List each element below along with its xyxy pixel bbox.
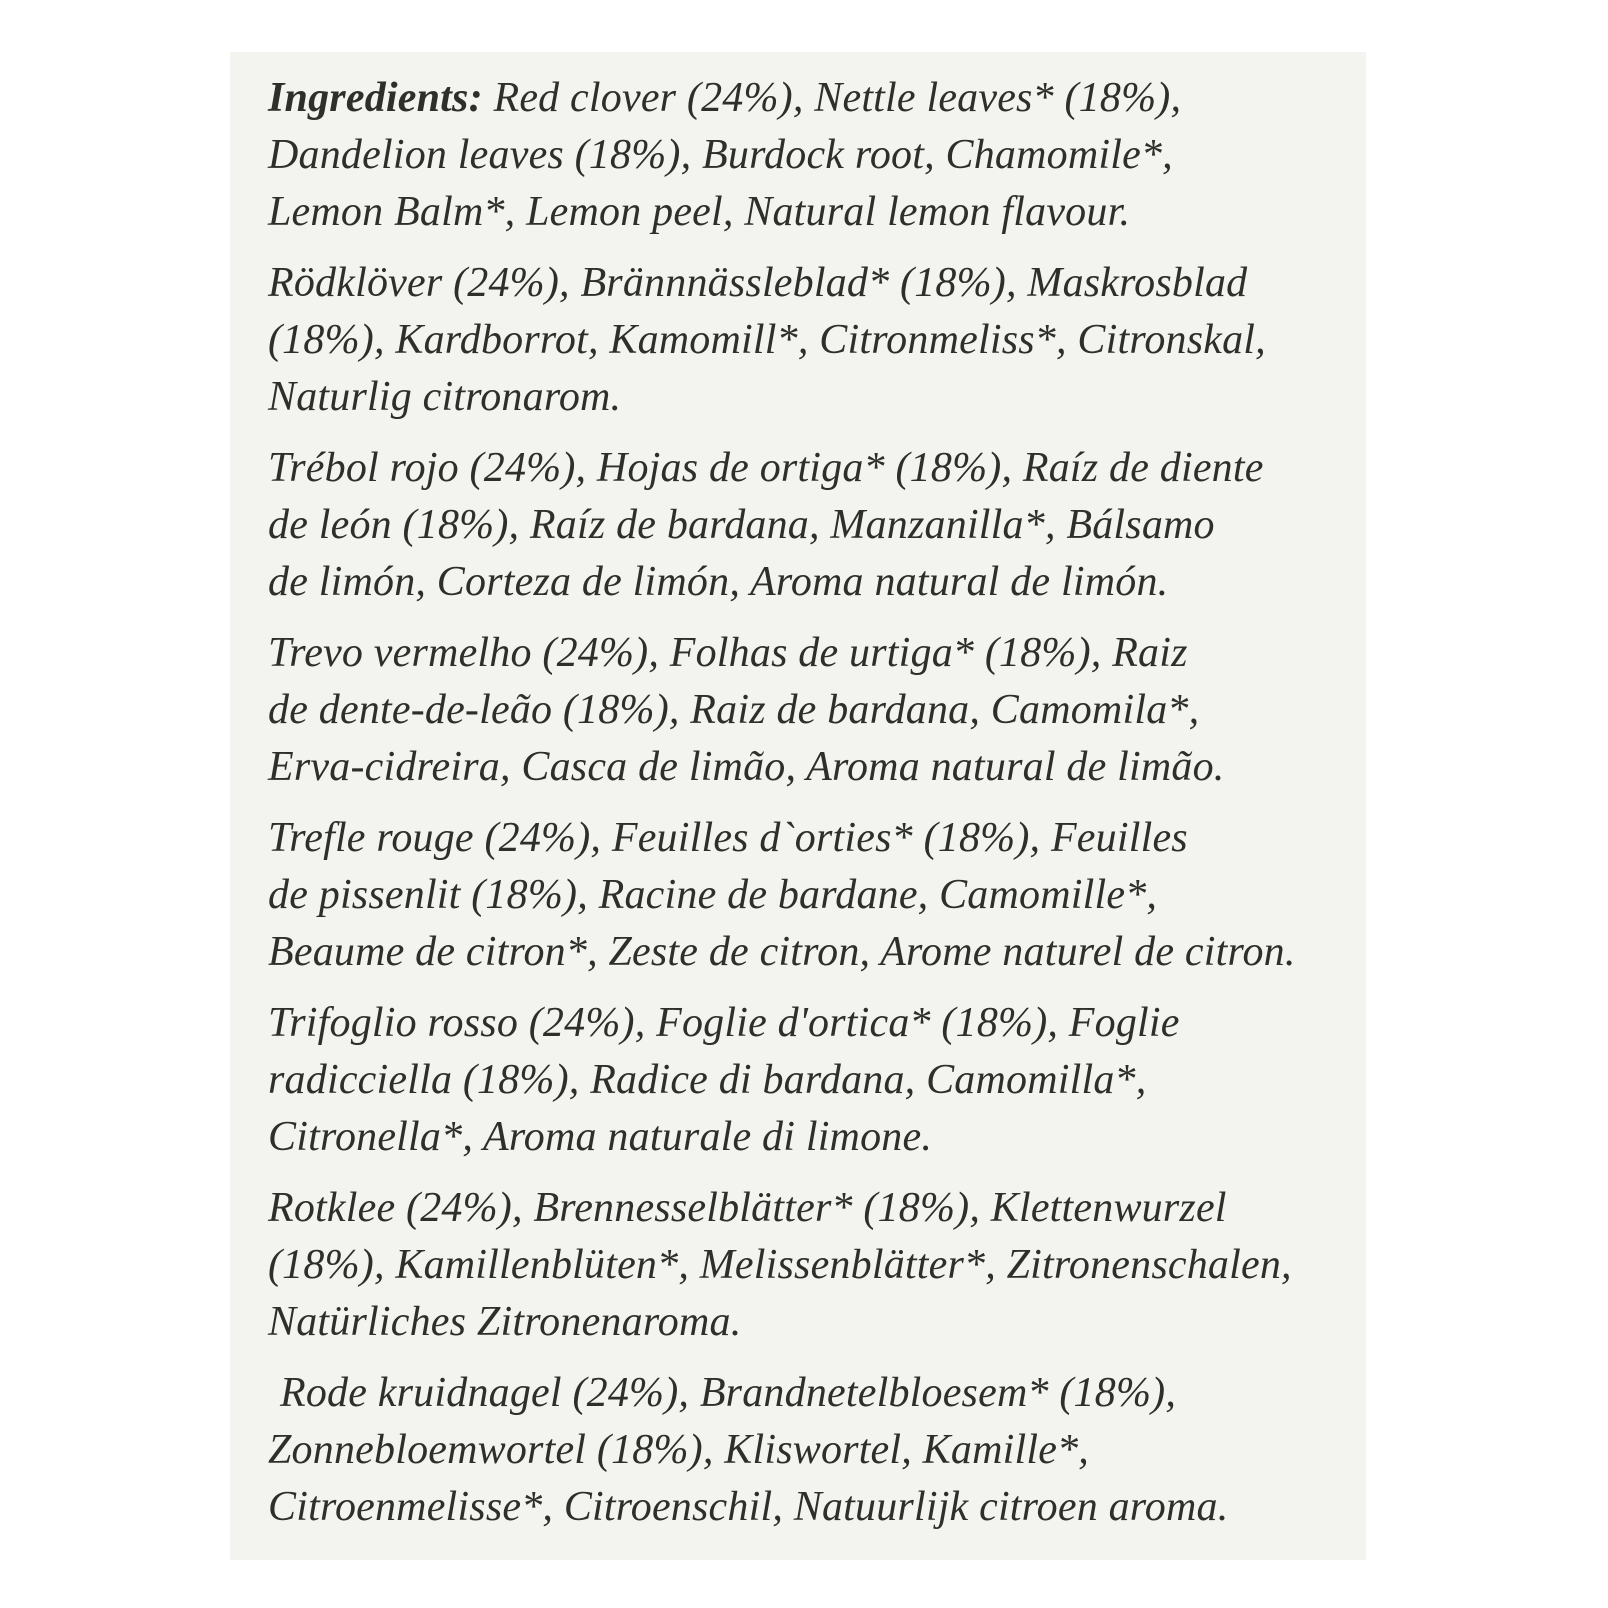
ingredients-line: Rotklee (24%), Brennesselblätter* (18%), Klettenwurzel: [268, 1185, 1227, 1231]
ingredients-line: de pissenlit (18%), Racine de bardane, Camomille*,: [268, 872, 1158, 918]
ingredients-line: Zonnebloemwortel (18%), Kliswortel, Kamille*,: [268, 1427, 1089, 1473]
ingredients-paragraph-en: [268, 70, 1366, 241]
ingredients-line: Natürliches Zitronenaroma.: [268, 1299, 742, 1345]
ingredients-line: Trefle rouge (24%), Feuilles d`orties* (18%), Feuilles: [268, 815, 1188, 861]
ingredients-line: Dandelion leaves (18%), Burdock root, Chamomile*,: [268, 132, 1173, 178]
ingredients-line: Rödklöver (24%), Brännnässleblad* (18%), Maskrosblad: [268, 260, 1248, 306]
ingredients-line: radicciella (18%), Radice di bardana, Camomilla*,: [268, 1057, 1147, 1103]
ingredients-line: Citroenmelisse*, Citroenschil, Natuurlijk citroen aroma.: [268, 1484, 1229, 1530]
ingredients-line: Trifoglio rosso (24%), Foglie d'ortica* (18%), Foglie: [268, 1000, 1180, 1046]
ingredients-line: (18%), Kamillenblüten*, Melissenblätter*, Zitronenschalen,: [268, 1242, 1292, 1288]
ingredients-paragraph-fr: [268, 810, 1366, 981]
ingredients-line: Beaume de citron*, Zeste de citron, Arome naturel de citron.: [268, 929, 1296, 975]
ingredients-line: Citronella*, Aroma naturale di limone.: [268, 1114, 933, 1160]
ingredients-paragraph-sv: [268, 255, 1366, 426]
ingredients-line: Trébol rojo (24%), Hojas de ortiga* (18%), Raíz de diente: [268, 445, 1264, 491]
ingredients-line: de dente-de-leão (18%), Raiz de bardana, Camomila*,: [268, 687, 1200, 733]
ingredients-paragraph-it: [268, 995, 1366, 1166]
ingredients-line: Rode kruidnagel (24%), Brandnetelbloesem* (18%),: [280, 1370, 1177, 1416]
ingredients-label-panel: [230, 52, 1366, 1560]
ingredients-paragraph-es: [268, 440, 1366, 611]
ingredients-line: de león (18%), Raíz de bardana, Manzanilla*, Bálsamo: [268, 502, 1215, 548]
ingredients-paragraph-nl: [268, 1365, 1366, 1536]
ingredients-line: Ingredients: Red clover (24%), Nettle leaves* (18%),: [268, 75, 1182, 121]
ingredients-line: (18%), Kardborrot, Kamomill*, Citronmeliss*, Citronskal,: [268, 317, 1266, 363]
ingredients-line: Trevo vermelho (24%), Folhas de urtiga* (18%), Raiz: [268, 630, 1188, 676]
ingredients-line: Naturlig citronarom.: [268, 374, 622, 420]
ingredients-line: de limón, Corteza de limón, Aroma natural de limón.: [268, 559, 1169, 605]
ingredients-line: Erva-cidreira, Casca de limão, Aroma natural de limão.: [268, 744, 1225, 790]
ingredients-paragraph-pt: [268, 625, 1366, 796]
ingredients-heading: Ingredients:: [268, 75, 483, 121]
ingredients-line: Lemon Balm*, Lemon peel, Natural lemon flavour.: [268, 189, 1131, 235]
ingredients-paragraph-de: [268, 1180, 1366, 1351]
